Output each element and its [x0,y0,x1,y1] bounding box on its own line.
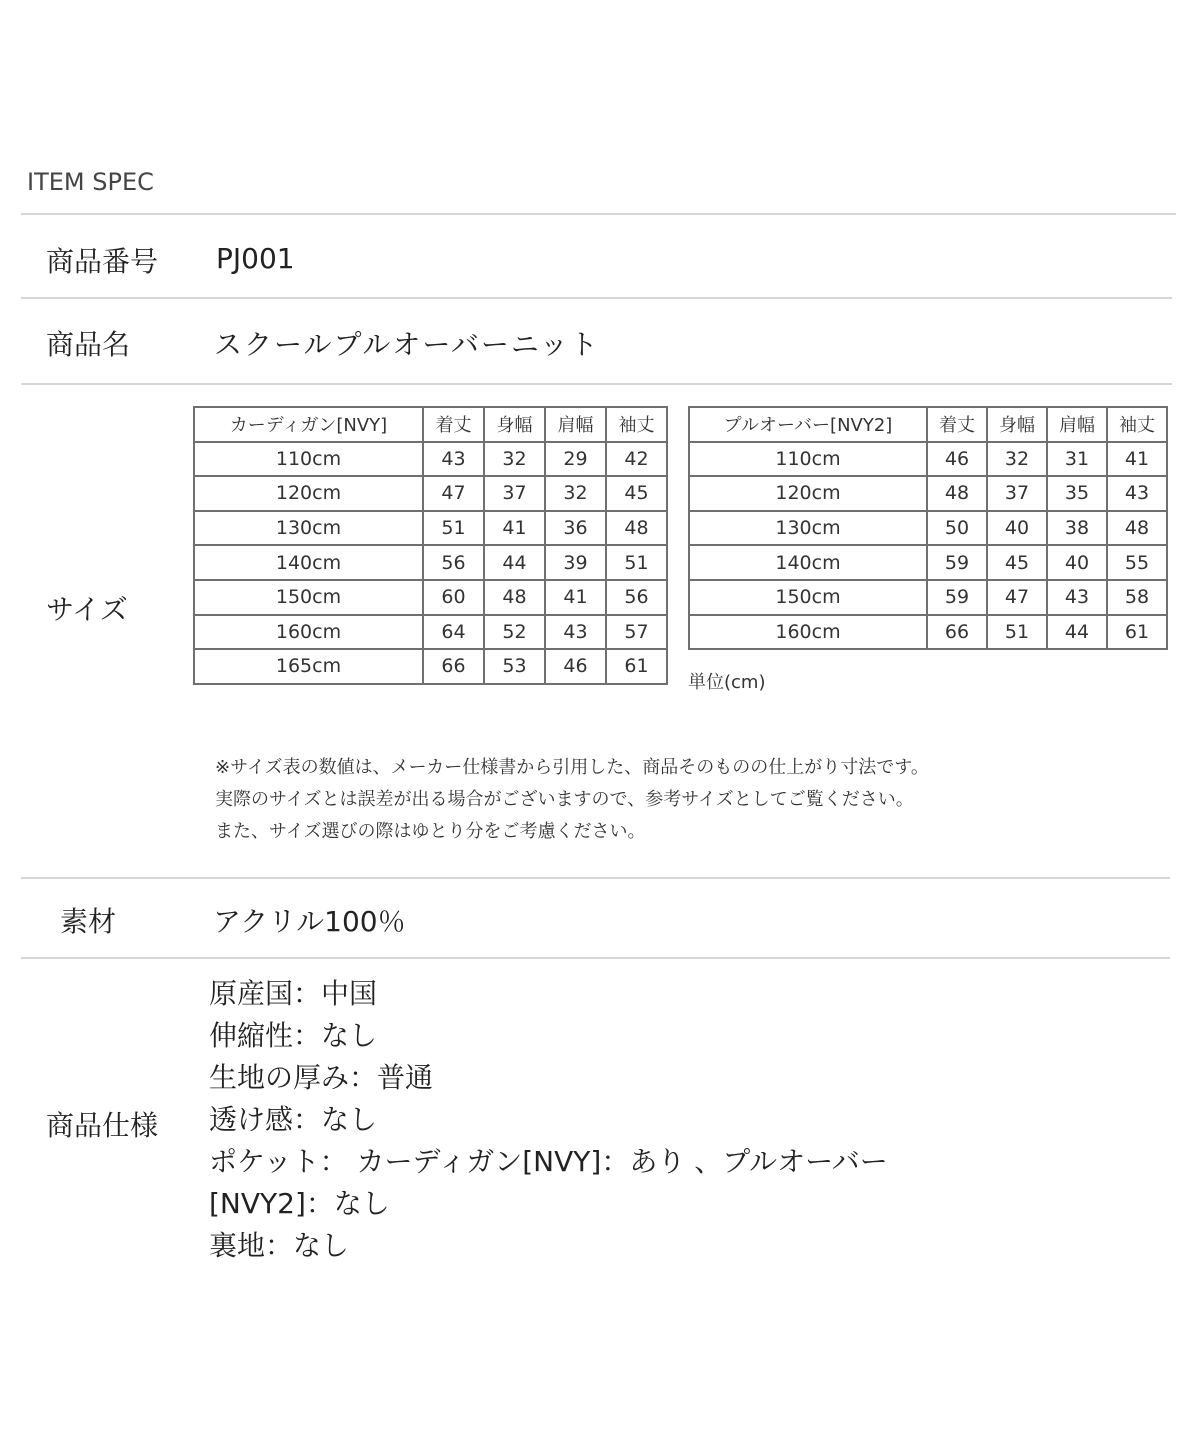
product-number-value: PJ001 [216,242,295,275]
table-row [689,615,1167,650]
table-row [689,511,1167,546]
section-title: ITEM SPEC [27,168,154,196]
table-header-cell: 袖丈 [606,407,667,442]
divider [21,213,1176,215]
table-cell: 150cm [194,580,423,615]
table-cell: 48 [606,511,667,546]
table-row [194,511,667,546]
table-cell: 60 [423,580,484,615]
table-cell: 56 [423,545,484,580]
table-row [194,580,667,615]
table-row [194,615,667,650]
note-line: 実際のサイズとは誤差が出る場合がございますので、参考サイズとしてご覧ください。 [215,789,914,810]
table-cell: 140cm [689,545,927,580]
material-label: 素材 [60,905,117,938]
cardigan-size-table [193,406,668,685]
note-line: ※サイズ表の数値は、メーカー仕様書から引用した、商品そのものの仕上がり寸法です。 [215,757,929,778]
spec-list [209,973,888,1267]
table-cell: 46 [927,442,987,477]
table-cell: 32 [484,442,545,477]
table-cell: 45 [987,545,1047,580]
size-notes [215,752,929,848]
table-cell: 59 [927,545,987,580]
table-cell: 55 [1107,545,1167,580]
table-cell: 51 [423,511,484,546]
table-row [689,476,1167,511]
table-header-row [194,407,667,442]
table-header-cell: 袖丈 [1107,407,1167,442]
table-cell: 45 [606,476,667,511]
table-cell: 37 [987,476,1047,511]
table-header-row [689,407,1167,442]
table-header-cell: 肩幅 [545,407,606,442]
table-cell: 40 [987,511,1047,546]
table-cell: 42 [606,442,667,477]
table-cell: 59 [927,580,987,615]
pullover-size-table [688,406,1168,650]
table-cell: 41 [484,511,545,546]
table-cell: 38 [1047,511,1107,546]
divider [21,383,1172,385]
table-cell: 48 [927,476,987,511]
product-number-label: 商品番号 [46,245,159,278]
table-header-cell: 着丈 [423,407,484,442]
table-cell: 66 [423,649,484,684]
table-cell: 31 [1047,442,1107,477]
table-cell: 41 [545,580,606,615]
table-cell: 43 [545,615,606,650]
table-cell: 43 [1107,476,1167,511]
table-cell: 46 [545,649,606,684]
table-cell: 29 [545,442,606,477]
table-header-cell: カーディガン[NVY] [194,407,423,442]
table-cell: 40 [1047,545,1107,580]
table-cell: 47 [423,476,484,511]
spec-line: 原産国：中国 [209,977,378,1010]
spec-line: [NVY2]：なし [209,1187,390,1220]
table-cell: 39 [545,545,606,580]
table-cell: 56 [606,580,667,615]
table-cell: 37 [484,476,545,511]
spec-line: ポケット： カーディガン[NVY]：あり 、プルオーバー [209,1145,888,1178]
spec-line: 生地の厚み：普通 [209,1061,434,1094]
material-value: アクリル100％ [213,905,406,938]
table-cell: 165cm [194,649,423,684]
table-row [689,580,1167,615]
divider [21,957,1170,959]
table-cell: 66 [927,615,987,650]
table-cell: 44 [484,545,545,580]
table-row [689,545,1167,580]
table-header-cell: 身幅 [484,407,545,442]
table-cell: 160cm [689,615,927,650]
table-cell: 47 [987,580,1047,615]
table-row [194,442,667,477]
table-cell: 58 [1107,580,1167,615]
table-cell: 130cm [194,511,423,546]
table-cell: 57 [606,615,667,650]
table-cell: 53 [484,649,545,684]
table-cell: 61 [606,649,667,684]
table-cell: 130cm [689,511,927,546]
table-cell: 48 [1107,511,1167,546]
table-cell: 150cm [689,580,927,615]
spec-line: 透け感：なし [209,1103,378,1136]
table-cell: 41 [1107,442,1167,477]
table-cell: 43 [423,442,484,477]
table-cell: 44 [1047,615,1107,650]
note-line: また、サイズ選びの際はゆとり分をご考慮ください。 [215,821,646,842]
table-cell: 140cm [194,545,423,580]
table-cell: 35 [1047,476,1107,511]
table-cell: 61 [1107,615,1167,650]
product-name-value: スクールプルオーバーニット [214,328,600,361]
table-cell: 36 [545,511,606,546]
table-row [194,649,667,684]
table-cell: 52 [484,615,545,650]
table-header-cell: プルオーバー[NVY2] [689,407,927,442]
size-label: サイズ [46,593,128,626]
table-header-cell: 着丈 [927,407,987,442]
table-cell: 110cm [194,442,423,477]
table-row [689,442,1167,477]
spec-label: 商品仕様 [46,1109,159,1142]
table-header-cell: 身幅 [987,407,1047,442]
table-cell: 51 [606,545,667,580]
table-cell: 32 [545,476,606,511]
table-cell: 64 [423,615,484,650]
table-row [194,476,667,511]
table-row [194,545,667,580]
table-cell: 43 [1047,580,1107,615]
table-cell: 110cm [689,442,927,477]
table-cell: 32 [987,442,1047,477]
table-cell: 51 [987,615,1047,650]
divider [21,877,1170,879]
table-cell: 120cm [194,476,423,511]
spec-line: 伸縮性：なし [209,1019,378,1052]
product-name-label: 商品名 [46,328,131,361]
spec-line: 裏地：なし [209,1229,350,1262]
table-cell: 120cm [689,476,927,511]
divider [21,297,1172,299]
table-cell: 48 [484,580,545,615]
table-cell: 160cm [194,615,423,650]
table-cell: 50 [927,511,987,546]
unit-note: 単位(cm) [688,672,766,693]
table-header-cell: 肩幅 [1047,407,1107,442]
